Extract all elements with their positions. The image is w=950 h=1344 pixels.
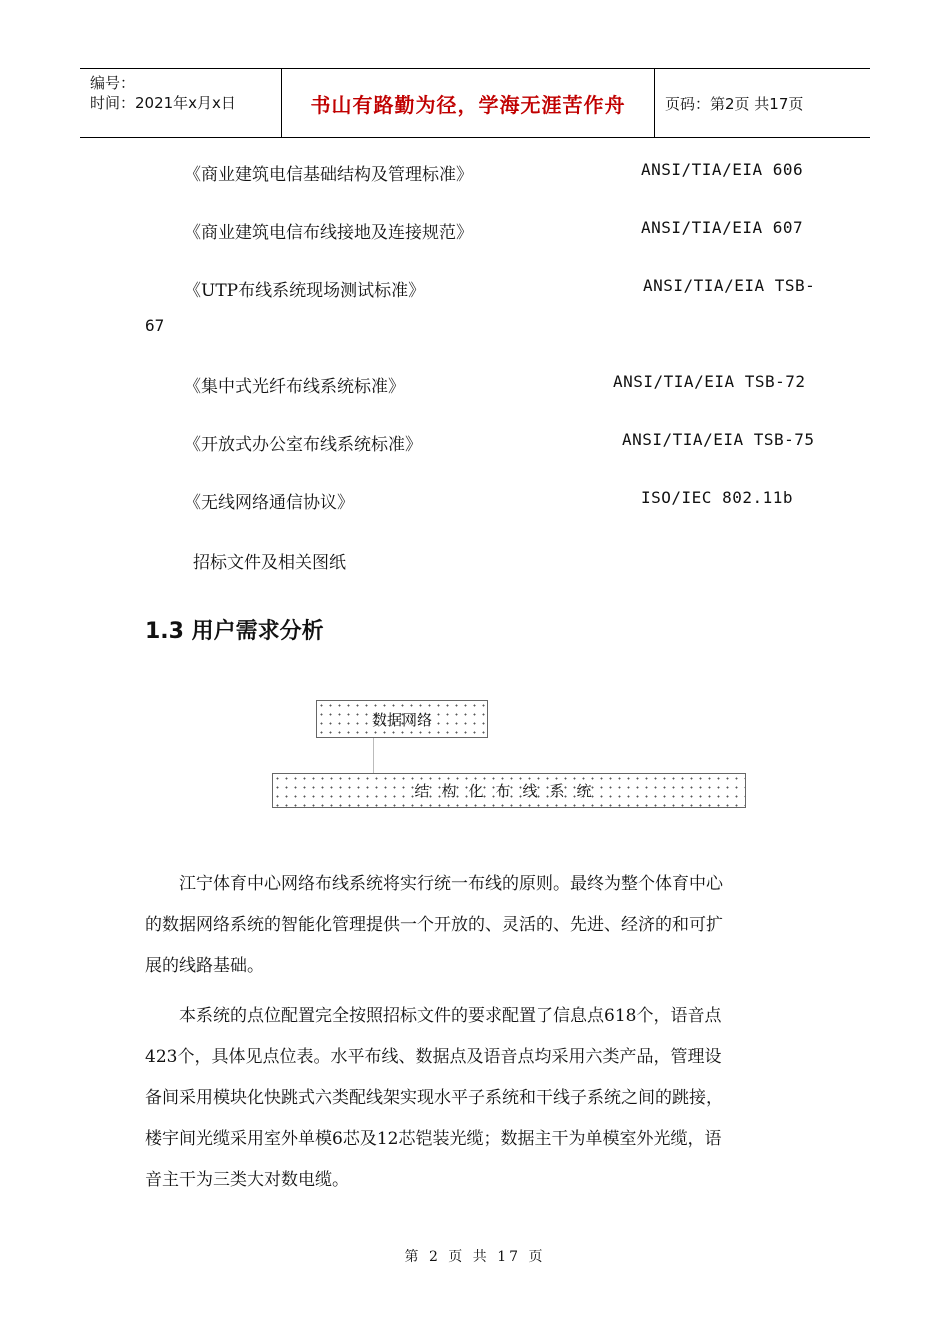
header-time-label: 时间：2021年x月x日 (90, 94, 236, 112)
paragraph-line: 展的线路基础。 (145, 956, 264, 976)
standard-title: 《集中式光纤布线系统标准》 (184, 377, 405, 397)
header-motto: 书山有路勤为径，学海无涯苦作舟 (310, 92, 626, 117)
paragraph-line: 江宁体育中心网络布线系统将实行统一布线的原则。最终为整个体育中心 (179, 874, 723, 894)
paragraph-overview (145, 864, 809, 987)
header-meta (80, 69, 282, 137)
standard-title: 《商业建筑电信布线接地及连接规范》 (184, 223, 473, 243)
standard-code: ANSI/TIA/EIA TSB-75 (622, 430, 815, 449)
paragraph-line: 本系统的点位配置完全按照招标文件的要求配置了信息点618个，语音点 (179, 1006, 722, 1026)
page-header (80, 68, 870, 138)
paragraph-configuration (145, 996, 809, 1201)
section-heading: 1.3 用户需求分析 (145, 619, 324, 644)
standard-row (0, 430, 950, 456)
paragraph-line: 的数据网络系统的智能化管理提供一个开放的、灵活的、先进、经济的和可扩 (145, 915, 723, 935)
diagram-box-label: 数据网络 (371, 710, 432, 729)
diagram-box-label: 结构化布线系统 (414, 782, 604, 800)
standard-title: 《开放式办公室布线系统标准》 (184, 435, 422, 455)
paragraph-line: 音主干为三类大对数电缆。 (145, 1170, 349, 1190)
standard-row (0, 218, 950, 244)
standard-row (0, 372, 950, 398)
diagram-box-data-network (316, 700, 488, 738)
standard-row (0, 276, 950, 302)
standard-title: 《商业建筑电信基础结构及管理标准》 (184, 165, 473, 185)
paragraph-line: 楼宇间光缆采用室外单模6芯及12芯铠装光缆；数据主干为单模室外光缆，语 (145, 1129, 722, 1149)
standard-row (0, 488, 950, 514)
standard-title: 《无线网络通信协议》 (184, 493, 354, 513)
diagram-box-cabling-system (272, 773, 746, 808)
tender-docs-line: 招标文件及相关图纸 (193, 553, 346, 573)
standard-title: 《UTP布线系统现场测试标准》 (184, 281, 426, 301)
standard-code-wrap: 67 (145, 316, 165, 335)
paragraph-line: 备间采用模块化快跳式六类配线架实现水平子系统和干线子系统之间的跳接， (145, 1088, 723, 1108)
diagram-connector (373, 738, 374, 773)
header-number-label: 编号： (90, 74, 136, 92)
header-page-info: 页码：第2页 共17页 (665, 94, 804, 113)
page-footer: 第 2 页 共 17 页 (404, 1249, 546, 1265)
standard-row (0, 160, 950, 186)
standard-code: ANSI/TIA/EIA 607 (641, 218, 804, 237)
standard-code: ISO/IEC 802.11b (641, 488, 793, 507)
standard-code: ANSI/TIA/EIA TSB-72 (613, 372, 806, 391)
standard-code: ANSI/TIA/EIA 606 (641, 160, 804, 179)
paragraph-line: 423个，具体见点位表。水平布线、数据点及语音点均采用六类产品，管理设 (145, 1047, 722, 1067)
standard-code: ANSI/TIA/EIA TSB- (643, 276, 816, 295)
header-motto-cell (282, 69, 655, 137)
